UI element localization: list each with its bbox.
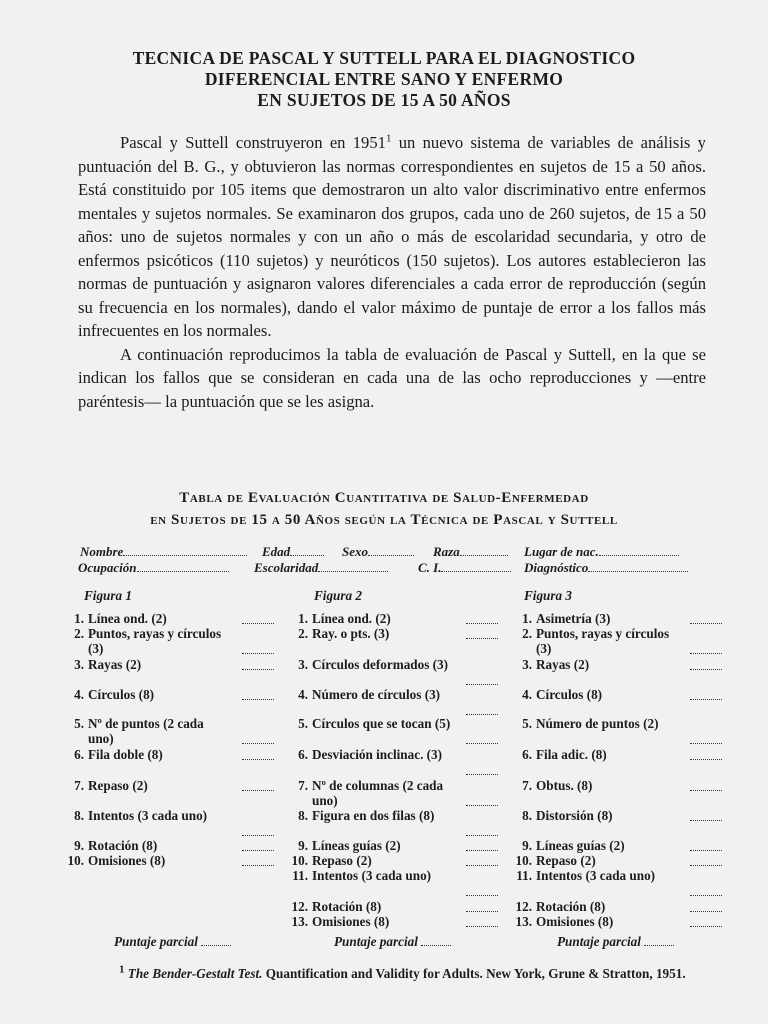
item-label: Rotación (8) (536, 899, 606, 914)
footnote-ref: 1 (385, 132, 392, 145)
figure-2-title: Figura 2 (314, 588, 363, 603)
item-number: 3. (298, 657, 308, 672)
item-score-blank[interactable] (242, 622, 274, 624)
item-label: Número de círculos (3) (312, 687, 441, 702)
item-number: 6. (522, 747, 532, 762)
paragraph-1 (78, 131, 706, 343)
item-number: 8. (522, 808, 532, 823)
figure-3-title: Figura 3 (524, 588, 573, 603)
item-number: 2. (298, 626, 308, 641)
item-score-blank[interactable] (466, 849, 498, 851)
item-label: Línea ond. (2) (88, 611, 167, 626)
field-ci-label: C. I. (418, 560, 442, 575)
item-label: Círculos que se tocan (5) (312, 716, 451, 731)
paragraph-2: A continuación reproducimos la tabla de evaluación de Pascal y Suttell, en la que se indican los fallos que se consideran en cada una de las ocho reproducciones y —entre paréntesis— la puntuación que se les asigna. (78, 344, 706, 411)
item-score-blank[interactable] (466, 804, 498, 806)
figure-1-partial (114, 934, 231, 950)
item-number: 1. (522, 611, 532, 626)
item-score-blank[interactable] (242, 849, 274, 851)
footnote-number: 1 (119, 963, 125, 976)
item-number: 5. (74, 716, 84, 731)
body-text (78, 131, 706, 413)
item-label: Número de puntos (2) (536, 716, 659, 731)
item-score-blank[interactable] (242, 668, 274, 670)
item-score-blank[interactable] (242, 742, 274, 744)
field-raza[interactable] (433, 544, 508, 560)
item-number: 11. (292, 868, 308, 883)
field-diagnostico[interactable] (524, 560, 688, 576)
item-score-blank[interactable] (690, 622, 722, 624)
item-number: 9. (522, 838, 532, 853)
item-label: Repaso (2) (88, 778, 148, 793)
item-label: Puntos, rayas y círculos (3) (88, 626, 222, 657)
item-score-blank[interactable] (466, 637, 498, 639)
item-label: Rayas (2) (88, 657, 142, 672)
item-label: Repaso (2) (312, 853, 372, 868)
item-label: Intentos (3 cada uno) (88, 808, 208, 823)
item-label: Círculos deformados (3) (312, 657, 449, 672)
item-score-blank[interactable] (466, 683, 498, 685)
item-score-blank[interactable] (690, 758, 722, 760)
item-score-blank[interactable] (690, 698, 722, 700)
field-raza-label: Raza (433, 544, 460, 559)
field-edad-label: Edad (262, 544, 291, 559)
item-score-blank[interactable] (242, 864, 274, 866)
field-nombre-label: Nombre (80, 544, 124, 559)
field-sexo-label: Sexo (342, 544, 368, 559)
item-label: Rotación (8) (88, 838, 158, 853)
item-number: 6. (74, 747, 84, 762)
item-label: Líneas guías (2) (536, 838, 625, 853)
item-score-blank[interactable] (466, 773, 498, 775)
field-sexo[interactable] (342, 544, 414, 560)
table-title-line-1: Tabla de Evaluación Cuantitativa de Salud-Enfermedad (179, 490, 589, 506)
item-score-blank[interactable] (466, 925, 498, 927)
figure-2-column (286, 588, 504, 610)
item-label: Rotación (8) (312, 899, 382, 914)
item-score-blank[interactable] (690, 652, 722, 654)
item-number: 12. (291, 899, 308, 914)
item-number: 7. (74, 778, 84, 793)
item-label: Nº de columnas (2 cada uno) (312, 778, 444, 809)
item-score-blank[interactable] (466, 622, 498, 624)
table-title (60, 487, 708, 531)
item-label: Intentos (3 cada uno) (536, 868, 656, 883)
item-label: Círculos (8) (88, 687, 155, 702)
paragraph-1-rest: un nuevo sistema de variables de análisis y puntuación del B. G., y obtuvieron las normas correspondientes en sujetos de 15 a 50 años. Está constituido por 105 items que demostraron un alto valor discriminativo entre enfermos mentales y sujetos normales. Se examinaron dos grupos, cada uno de 260 sujetos, de 15 a 50 años: uno de sujetos normales y con un año o más de escolaridad secundaria, y otro de enfermos psicóticos (110 sujetos) y neuróticos (150 sujetos). Los autores establecieron las normas de puntuación y asignaron valores diferenciales a cada error de reproducción (según su frecuencia en los normales), dando el valor máximo de puntaje de error a los fallos más infrecuentes en los normales. (78, 133, 706, 340)
item-score-blank[interactable] (690, 742, 722, 744)
paragraph-1-start: Pascal y Suttell construyeron en 1951 (120, 133, 386, 152)
item-label: Línea ond. (2) (312, 611, 391, 626)
document-title (60, 48, 708, 111)
item-score-blank[interactable] (690, 925, 722, 927)
footnote-details: Quantification and Validity for Adults. New York, Grune & Stratton, 1951. (262, 966, 686, 981)
field-ci[interactable] (418, 560, 511, 576)
item-score-blank[interactable] (242, 834, 274, 836)
item-score-blank[interactable] (242, 652, 274, 654)
item-number: 4. (298, 687, 308, 702)
figure-2-partial-label: Puntaje parcial (334, 934, 418, 949)
title-line-1: TECNICA DE PASCAL Y SUTTELL PARA EL DIAGNOSTICO (132, 48, 636, 68)
item-label: Rayas (2) (536, 657, 590, 672)
item-number: 2. (74, 626, 84, 641)
item-number: 5. (298, 716, 308, 731)
item-label: Distorsión (8) (536, 808, 613, 823)
item-score-blank[interactable] (466, 834, 498, 836)
item-number: 3. (74, 657, 84, 672)
item-number: 4. (74, 687, 84, 702)
item-number: 9. (298, 838, 308, 853)
item-label: Obtus. (8) (536, 778, 593, 793)
item-score-blank[interactable] (690, 819, 722, 821)
item-label: Líneas guías (2) (312, 838, 401, 853)
item-label: Desviación inclinac. (3) (312, 747, 443, 762)
item-score-blank[interactable] (690, 849, 722, 851)
item-label: Fila doble (8) (88, 747, 163, 762)
figure-2-partial (334, 934, 451, 950)
item-label: Puntos, rayas y círculos (3) (536, 626, 670, 657)
figure-1-partial-label: Puntaje parcial (114, 934, 198, 949)
item-label: Omisiones (8) (88, 853, 166, 868)
item-label: Repaso (2) (536, 853, 596, 868)
field-nombre[interactable] (80, 544, 247, 560)
item-number: 8. (74, 808, 84, 823)
item-number: 1. (74, 611, 84, 626)
field-escolaridad-label: Escolaridad (254, 560, 319, 575)
item-label: Asimetría (3) (536, 611, 611, 626)
item-score-blank[interactable] (690, 864, 722, 866)
footnote (86, 965, 718, 982)
title-line-3: EN SUJETOS DE 15 A 50 AÑOS (257, 90, 511, 110)
header-row-1 (80, 544, 710, 560)
item-label: Figura en dos filas (8) (312, 808, 435, 823)
item-label: Ray. o pts. (3) (312, 626, 390, 641)
field-edad[interactable] (262, 544, 324, 560)
item-score-blank[interactable] (690, 668, 722, 670)
item-number: 9. (74, 838, 84, 853)
item-score-blank[interactable] (466, 894, 498, 896)
item-number: 4. (522, 687, 532, 702)
header-row-2 (80, 560, 710, 576)
field-ocupacion[interactable] (78, 560, 229, 576)
item-number: 13. (291, 914, 308, 929)
figure-3-partial-label: Puntaje parcial (557, 934, 641, 949)
item-score-blank[interactable] (242, 758, 274, 760)
figure-3-partial (557, 934, 674, 950)
item-score-blank[interactable] (466, 910, 498, 912)
field-lugar[interactable] (524, 544, 679, 560)
item-number: 5. (522, 716, 532, 731)
field-escolaridad[interactable] (254, 560, 388, 576)
footnote-book-title: The Bender-Gestalt Test. (127, 966, 263, 981)
item-score-blank[interactable] (242, 789, 274, 791)
field-ocupacion-label: Ocupación (78, 560, 137, 575)
figure-1-title: Figura 1 (84, 588, 133, 603)
figure-3-column (510, 588, 724, 610)
item-score-blank[interactable] (690, 894, 722, 896)
item-number: 12. (515, 899, 532, 914)
item-number: 10. (515, 853, 532, 868)
item-label: Omisiones (8) (536, 914, 614, 929)
item-number: 10. (291, 853, 308, 868)
item-number: 7. (298, 778, 308, 793)
item-score-blank[interactable] (690, 789, 722, 791)
item-number: 10. (67, 853, 84, 868)
item-number: 13. (515, 914, 532, 929)
item-label: Intentos (3 cada uno) (312, 868, 432, 883)
item-label: Fila adic. (8) (536, 747, 607, 762)
item-label: Círculos (8) (536, 687, 603, 702)
item-score-blank[interactable] (466, 713, 498, 715)
item-score-blank[interactable] (466, 742, 498, 744)
figure-1-column (62, 588, 280, 610)
patient-header (80, 544, 710, 576)
item-label: Nº de puntos (2 cada uno) (88, 716, 204, 747)
field-diagnostico-label: Diagnóstico (524, 560, 589, 575)
item-number: 11. (516, 868, 532, 883)
item-number: 8. (298, 808, 308, 823)
item-score-blank[interactable] (242, 698, 274, 700)
table-title-line-2: en Sujetos de 15 a 50 Años según la Técnica de Pascal y Suttell (150, 512, 618, 528)
item-number: 1. (298, 611, 308, 626)
item-number: 6. (298, 747, 308, 762)
item-label: Omisiones (8) (312, 914, 390, 929)
item-number: 2. (522, 626, 532, 641)
item-number: 3. (522, 657, 532, 672)
title-line-2: DIFERENCIAL ENTRE SANO Y ENFERMO (204, 69, 564, 89)
item-number: 7. (522, 778, 532, 793)
item-score-blank[interactable] (466, 864, 498, 866)
item-score-blank[interactable] (690, 910, 722, 912)
field-lugar-label: Lugar de nac. (524, 544, 599, 559)
